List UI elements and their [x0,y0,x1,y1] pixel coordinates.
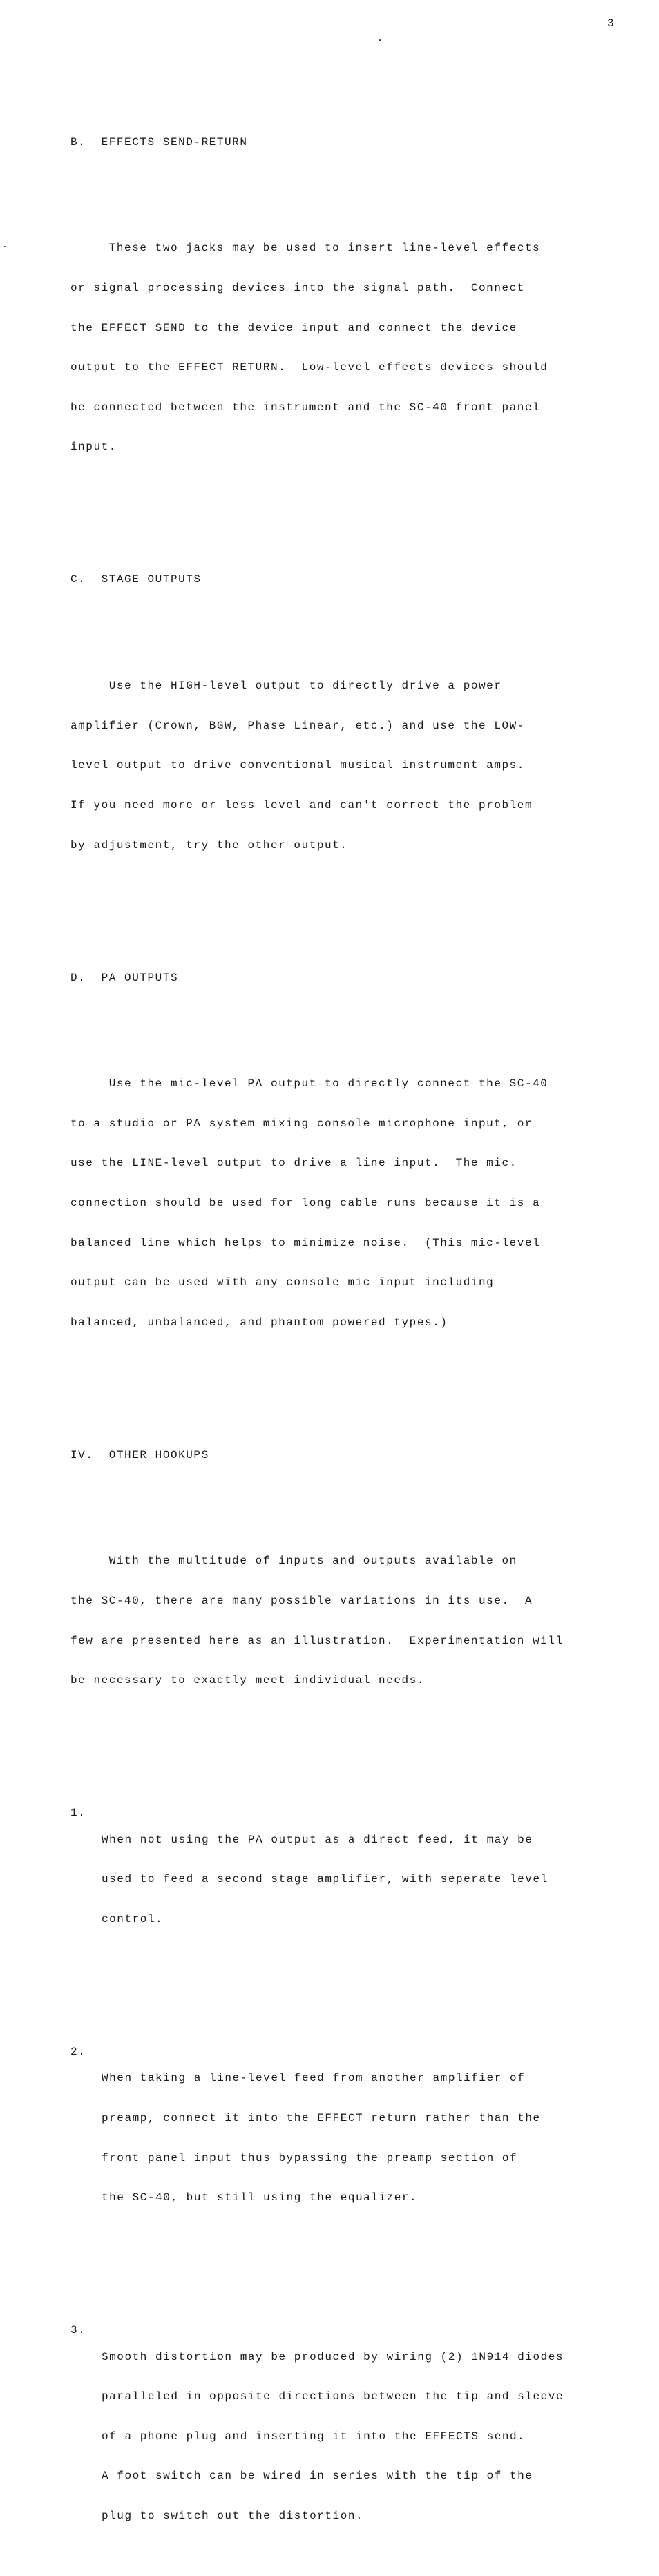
list-number: 3. [70,2324,86,2337]
hookup-list-item [70,1807,609,1952]
text-line: preamp, connect it into the EFFECT return rather than the [102,2111,541,2124]
section-body-pa-outputs [70,1051,609,1356]
section-body-effects-send-return [70,215,609,481]
hookup-list-item [70,2046,609,2231]
text-line: or signal processing devices into the signal path. Connect [70,282,525,295]
text-line: amplifier (Crown, BGW, Phase Linear, etc.) and use the LOW- [70,719,525,732]
text-line: used to feed a second stage amplifier, with seperate level [102,1873,548,1886]
text-line: With the multitude of inputs and outputs available on [70,1555,517,1568]
section-heading-stage-outputs: C. STAGE OUTPUTS [70,573,202,586]
text-line: the SC-40, but still using the equalizer. [102,2191,418,2204]
text-line: balanced line which helps to minimize noise. (This mic-level [70,1236,541,1249]
list-number: 2. [70,2045,86,2058]
text-line: few are presented here as an illustration. Experimentation will [70,1634,564,1647]
section-heading-effects-send-return: B. EFFECTS SEND-RETURN [70,135,248,148]
text-line: use the LINE-level output to drive a line input. The mic. [70,1157,517,1170]
text-line: connection should be used for long cable runs because it is a [70,1196,541,1209]
text-line: front panel input thus bypassing the preamp section of [102,2151,518,2164]
text-line: to a studio or PA system mixing console microphone input, or [70,1117,533,1130]
text-line: Use the HIGH-level output to directly drive a power [70,680,502,693]
section-body-other-hookups [70,1528,609,1714]
document-body [70,83,609,2576]
text-line: If you need more or less level and can't correct the problem [70,798,533,811]
text-line: balanced, unbalanced, and phantom powered types.) [70,1316,448,1329]
text-line: the EFFECT SEND to the device input and connect the device [70,321,517,334]
text-line: control. [102,1912,164,1925]
text-line: of a phone plug and inserting it into the EFFECTS send. [102,2430,526,2443]
text-line: When not using the PA output as a direct feed, it may be [102,1833,533,1846]
text-line: These two jacks may be used to insert line-level effects [70,242,541,255]
text-line: paralleled in opposite directions between the tip and sleeve [102,2390,564,2403]
list-number: 1. [70,1807,86,1820]
text-line: by adjustment, try the other output. [70,838,348,852]
text-line: plug to switch out the distortion. [102,2510,364,2523]
text-line: input. [70,441,117,454]
hookup-list-item [70,2324,609,2549]
section-heading-other-hookups: IV. OTHER HOOKUPS [70,1448,209,1461]
stray-dot [379,39,381,41]
text-line: A foot switch can be wired in series with the tip of the [102,2470,533,2483]
text-line: Use the mic-level PA output to directly connect the SC-40 [70,1077,548,1090]
margin-mark [4,246,6,247]
text-line: be necessary to exactly meet individual needs. [70,1674,425,1687]
list-text [102,2046,609,2231]
section-heading-pa-outputs: D. PA OUTPUTS [70,971,179,984]
text-line: Smooth distortion may be produced by wiring (2) 1N914 diodes [102,2350,564,2363]
text-line: the SC-40, there are many possible variations in its use. A [70,1595,533,1608]
list-text [102,1807,609,1952]
section-body-stage-outputs [70,653,609,878]
text-line: When taking a line-level feed from another amplifier of [102,2072,526,2085]
list-text [102,2324,609,2549]
text-line: output to the EFFECT RETURN. Low-level effects devices should [70,361,548,374]
page-number: 3 [607,17,615,30]
text-line: be connected between the instrument and the SC-40 front panel [70,401,541,414]
text-line: output can be used with any console mic input including [70,1276,495,1289]
text-line: level output to drive conventional musical instrument amps. [70,759,525,772]
